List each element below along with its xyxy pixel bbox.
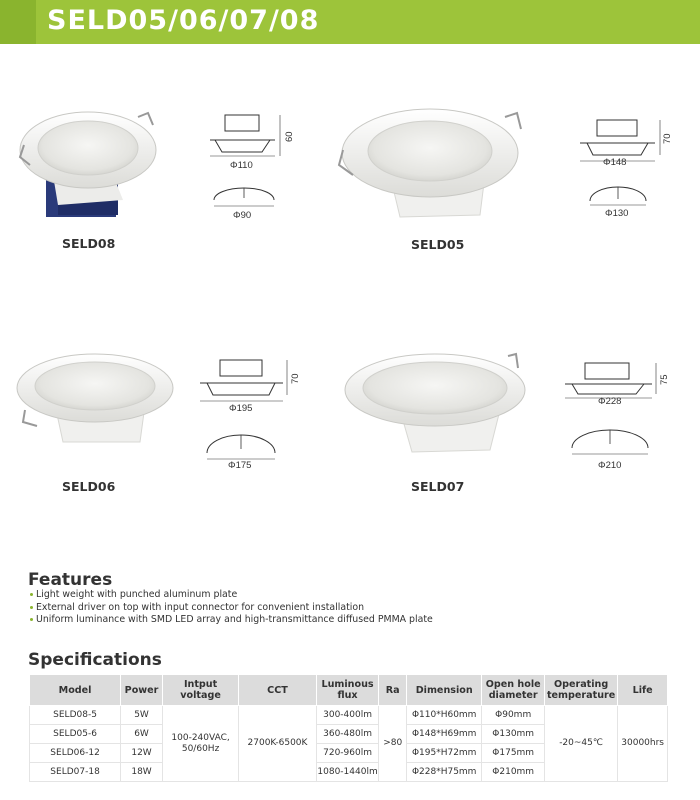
- header-power: Power: [121, 675, 163, 706]
- header-ra: Ra: [379, 675, 407, 706]
- cutout-label: Φ175: [228, 460, 252, 470]
- header-life: Life: [618, 675, 668, 706]
- cell-flux: 360-480lm: [316, 725, 379, 744]
- features-title: Features: [28, 570, 113, 590]
- header-flux: Luminous flux: [316, 675, 379, 706]
- cell-life: 30000hrs: [618, 706, 668, 782]
- cell-model: SELD05-6: [30, 725, 121, 744]
- table-header-row: [30, 675, 668, 706]
- lamp-photo: [18, 105, 168, 225]
- cell-hole: Φ175mm: [482, 744, 545, 763]
- header-cct: CCT: [239, 675, 316, 706]
- height-label: 70: [290, 373, 301, 384]
- product-label: SELD07: [411, 479, 465, 494]
- header-model: Model: [30, 675, 121, 706]
- height-label: 75: [659, 374, 670, 385]
- cell-temperature: -20~45℃: [544, 706, 617, 782]
- dimension-drawing: [200, 110, 300, 230]
- diameter-label: Φ228: [598, 396, 622, 407]
- list-item: Uniform luminance with SMD LED array and high-transmittance diffused PMMA plate: [30, 614, 433, 627]
- cell-dimension: Φ148*H69mm: [406, 725, 481, 744]
- cutout-label: Φ210: [598, 460, 622, 471]
- diameter-label: Φ195: [229, 403, 253, 414]
- dimension-drawing: [560, 358, 680, 473]
- header-temperature: Operating temperature: [544, 675, 617, 706]
- diameter-label: Φ110: [230, 160, 253, 171]
- cell-model: SELD08-5: [30, 706, 121, 725]
- specifications-table: [29, 674, 668, 782]
- lamp-photo: [340, 350, 530, 460]
- cell-flux: 720-960lm: [316, 744, 379, 763]
- cell-power: 5W: [121, 706, 163, 725]
- cell-model: SELD07-18: [30, 763, 121, 782]
- cell-power: 18W: [121, 763, 163, 782]
- cell-dimension: Φ195*H72mm: [406, 744, 481, 763]
- product-label: SELD08: [62, 236, 116, 251]
- height-label: 70: [662, 133, 673, 144]
- dimension-drawing: [195, 355, 305, 470]
- cell-power: 6W: [121, 725, 163, 744]
- cell-dimension: Φ228*H75mm: [406, 763, 481, 782]
- cell-model: SELD06-12: [30, 744, 121, 763]
- lamp-photo: [15, 350, 175, 450]
- cell-voltage: 100-240VAC, 50/60Hz: [162, 706, 238, 782]
- cutout-label: Φ90: [233, 210, 252, 221]
- cell-ra: >80: [379, 706, 407, 782]
- title-bar-accent: [0, 0, 36, 44]
- list-item: External driver on top with input connector for convenient installation: [30, 602, 433, 615]
- title-bar: [0, 0, 700, 44]
- cutout-label: Φ130: [605, 208, 629, 219]
- header-dimension: Dimension: [406, 675, 481, 706]
- features-list: [30, 589, 433, 627]
- table-row: [30, 706, 668, 725]
- cell-hole: Φ90mm: [482, 706, 545, 725]
- cell-hole: Φ210mm: [482, 763, 545, 782]
- cell-flux: 300-400lm: [316, 706, 379, 725]
- cell-dimension: Φ110*H60mm: [406, 706, 481, 725]
- header-voltage: Intput voltage: [162, 675, 238, 706]
- header-hole: Open hole diameter: [482, 675, 545, 706]
- product-label: SELD06: [62, 479, 116, 494]
- cell-power: 12W: [121, 744, 163, 763]
- height-label: 60: [284, 131, 295, 142]
- dimension-drawing: [575, 115, 675, 225]
- cell-flux: 1080-1440lm: [316, 763, 379, 782]
- page-title: SELD05/06/07/08: [47, 5, 320, 36]
- cell-hole: Φ130mm: [482, 725, 545, 744]
- specifications-title: Specifications: [28, 650, 162, 670]
- diameter-label: Φ148: [603, 157, 627, 168]
- cell-cct: 2700K-6500K: [239, 706, 316, 782]
- lamp-photo: [335, 105, 525, 230]
- list-item: Light weight with punched aluminum plate: [30, 589, 433, 602]
- product-label: SELD05: [411, 237, 465, 252]
